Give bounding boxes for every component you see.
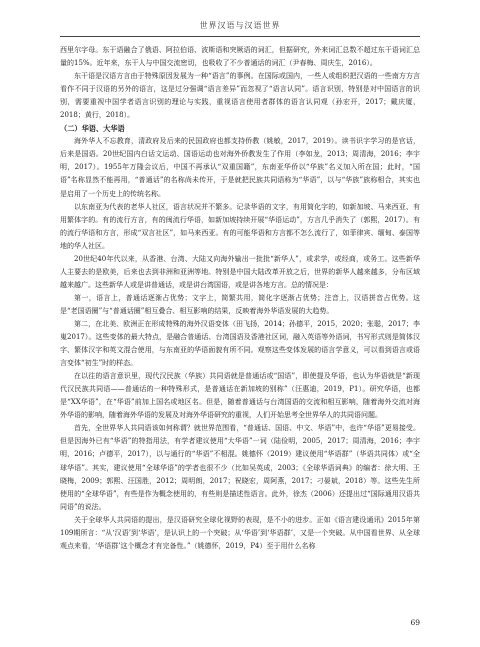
paragraph: 20世纪40年代以来，从香港、台湾、大陆又向海外输出一批批“新华人”，或求学，或经商，或务工。这些新华人主要去的是欧美，后来也去到非洲和亚洲等地。特别是中国大陆改革开放之后，世界的新华人越来越多，分布区域越来越广。这些新华人或是讲普通话，或是讲台湾国语，或是讲各地方言。总的情况是：: [60, 254, 420, 289]
paragraph: 东干语是汉语方言由于特殊原因发展为一种“语言”的事例。在国际或国内，一些人或组织把汉语的一些南方方言看作不同于汉语的另外的语言，这是过分强调“语言差异”而忽视了“语言认同”。语言识别，特别是对中国语言的识别，需要重视中国学者语言识别的理论与实践，重视语言使用者群体的语言认同观（孙宏开，2017；戴庆厦，2018；黄行，2018）。: [60, 72, 420, 120]
page-number: 69: [410, 618, 420, 627]
paragraph: 第二，在北美、欧洲正在形成特殊的海外汉语变体（田飞扬，2014；孙德平，2015，2020；张聪，2017；李嵬2017）。这些变体的最大特点，是融合普通话、台湾国语及香港社区词，融入英语等外语词，书写形式则是简体汉字、繁体汉字和英文混合使用，与东南亚的华语面貌有所不同。观察这些变体发展的语言学意义，可以看到语言或语言变体“初生”时的样态。: [60, 319, 420, 368]
paragraph: 首先，全世界华人共同语该如何称谓？就世界范围看，“普通话、国语、中文、华语”中，也许“华语”更易接受。但是因海外已有“华语”的特指用法，有学者建议使用“大华语”一词（陆俭明，2005，2017；周清海，2016；李宇明，2016；卢德平，2017），以与通行的“华语”不相混。姚德怀（2019）建议使用“华语群”（华语共同体）或“全球华语”。其实，建议使用“全球华语”的学者也很不少（比如吴英成，2003；《全球华语词典》的编者：徐大明、王晓梅，2009；郭熙、汪国胜，2012；周明朗，2017；祝晓宏，周阿燕，2017；刁晏斌，2018）等。这些先生所使用的“全球华语”，有些是作为概念使用的，有些则是描述性语言。此外，徐杰（2006）还提出过“国际通用汉语共同语”的说法。: [60, 424, 420, 511]
section-heading: （二）华语、大华语: [60, 124, 125, 134]
paragraph: 以东南亚为代表的老华人社区，语言状况并不繁多。记录华语的文字，有用简化字的，如新加坡、马来西亚、有用繁体字的。有的流行方言，有的闽流行华语，如新加坡持续开展“华语运动”，方言几乎消失了（郭熙，2017）。有的流行华语和方言，形成“双言社区”，如马来西亚。有的可能华语和方言都不怎么流行了，如菲律宾、缅甸、泰国等地的华人社区。: [60, 202, 420, 250]
paragraph: 第一，语言上，普通话逐渐占优势；文字上，简繁共用，简化字逐渐占优势；注音上，汉语拼音占优势。这是“老国语圈”与“普通话圈”相互叠合、相互影响的结果，反映着海外华语发展的大趋势。: [60, 293, 420, 315]
paragraph: 海外华人不忘教育，清政府及后来的民国政府也都支持侨教（姚敏，2017，2019）。读书识字学习的是官话，后来是国语。20世纪国内白话文运动、国语运动也对海外侨教发生了作用（李如龙，2013；周清海，2016；李宇明，2017）。1955年万隆会议后，中国不再承认“双重国籍”，东南亚华侨以“华族”名义加入所在国；此时，“国语”名称显然不能再用，“普通话”的名称尚未传开，于是就把民族共同语称为“华语”，以与“华族”族称相合，其实也是启用了一个历史上的传统名称。: [60, 137, 420, 198]
paragraph: 在以往的语言意识里，现代汉民族（华族）共同语就是普通话或“国语”，即使提及华语，也认为华语就是“新现代汉民族共同语——普通话的一种特殊形式，是普通话在新加坡的别称”（汪惠迪，2019，P1）。研究华语，也都是“XX华语”，在“华语”前加上国名或地区名。但是，随着普通话与台湾国语的交流和相互影响，随着海外交流对海外华语的影响，随着海外华语的发展及对海外华语研究的重视，人们开始思考全世界华人的共同语问题。: [60, 372, 420, 420]
running-head: 世界汉语与汉语世界: [199, 21, 281, 30]
body-text: [60, 44, 420, 614]
paragraph: 关于全球华人共同语的提出，是汉语研究全球化视野的表现，是不小的进步。正如《语言建设通讯》2015年第109期所言：“从‘汉语’到‘华语’，是认识上的一个突破；从‘华语’到‘华语群’，又是一个突破。从中国看世界、从全球观点来看，‘华语群’这个概念才有完备性。”（姚德怀，2019，P4）至于用什么名称: [60, 515, 420, 550]
paragraph: 西里尔字母。东干语融合了俄语、阿拉伯语、波斯语和突厥语的词汇，但据研究，外来词汇总数不超过东干语词汇总量的15%。近年来，东干人与中国交流密切，也吸收了不少普通话的词汇（尹春梅、周庆生，2016）。: [60, 46, 420, 68]
header-rule: [60, 36, 420, 37]
